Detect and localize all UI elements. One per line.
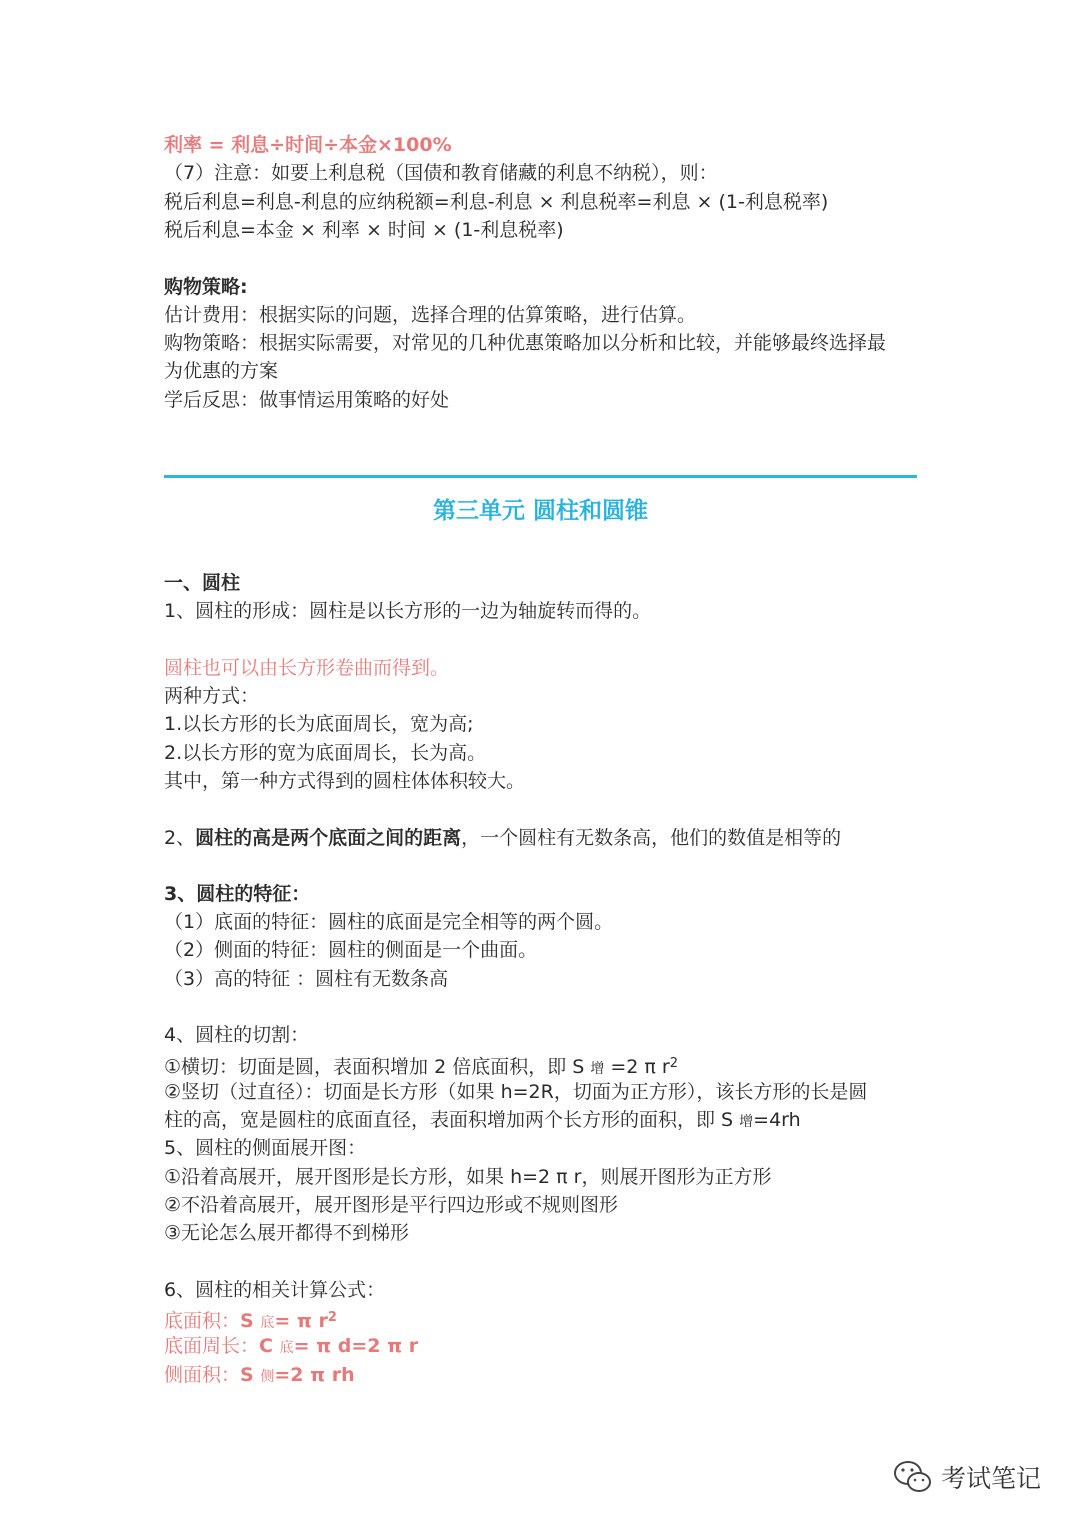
feature-base: （1）底面的特征：圆柱的底面是完全相等的两个圆。 bbox=[164, 911, 614, 933]
interest-tax-note: （7）注意：如要上利息税（国债和教育储藏的利息不纳税），则： bbox=[164, 162, 718, 184]
formulas-heading: 6、圆柱的相关计算公式： bbox=[164, 1279, 386, 1301]
f-circ-label: 底面周长： bbox=[164, 1335, 260, 1357]
shopping-strategy-line1: 购物策略：根据实际需要，对常见的几种优惠策略加以分析和比较，并能够最终选择最 bbox=[164, 332, 887, 354]
cylinder-roll-note: 圆柱也可以由长方形卷曲而得到。 bbox=[164, 657, 450, 679]
cut2-post: =4rh bbox=[753, 1109, 801, 1131]
item2-prefix: 2、 bbox=[164, 827, 196, 849]
f-side-s: S bbox=[240, 1364, 261, 1386]
cylinder-height-item bbox=[164, 824, 924, 852]
section-divider bbox=[164, 475, 917, 478]
f-side-label: 侧面积： bbox=[164, 1364, 241, 1386]
cylinder-section-heading: 一、圆柱 bbox=[164, 572, 241, 594]
f-area-s: S bbox=[240, 1310, 261, 1332]
formula-side-area bbox=[164, 1361, 924, 1391]
item2-rest: ，一个圆柱有无数条高，他们的数值是相等的 bbox=[461, 827, 842, 849]
cut1-pre: ①横切：切面是圆，表面积增加 2 倍底面积，即 S bbox=[164, 1056, 591, 1078]
f-area-sup: 2 bbox=[327, 1310, 337, 1325]
watermark bbox=[893, 1455, 1041, 1499]
way-1: 1.以长方形的长为底面周长，宽为高; bbox=[164, 713, 474, 735]
cut1-mid: =2 π r bbox=[604, 1056, 670, 1078]
f-area-sub: 底 bbox=[260, 1315, 275, 1331]
unfold-3: ③无论怎么展开都得不到梯形 bbox=[164, 1222, 410, 1244]
way-2: 2.以长方形的宽为底面周长，长为高。 bbox=[164, 742, 487, 764]
f-area-label: 底面积： bbox=[164, 1310, 241, 1332]
after-tax-formula-1: 税后利息=利息-利息的应纳税额=利息-利息 × 利息税率=利息 × (1-利息税率) bbox=[164, 191, 829, 213]
two-ways-heading: 两种方式： bbox=[164, 685, 260, 707]
after-tax-formula-2: 税后利息=本金 × 利率 × 时间 × (1-利息税率) bbox=[164, 219, 564, 241]
unfold-2: ②不沿着高展开，展开图形是平行四边形或不规则图形 bbox=[164, 1194, 619, 1216]
shopping-strategy-line2: 为优惠的方案 bbox=[164, 360, 279, 382]
interest-rate-formula: 利率 = 利息÷时间÷本金×100% bbox=[164, 134, 452, 156]
feature-side: （2）侧面的特征：圆柱的侧面是一个曲面。 bbox=[164, 939, 538, 961]
cut2-pre: 柱的高，宽是圆柱的底面直径，表面积增加两个长方形的面积，即 S bbox=[164, 1109, 740, 1131]
shopping-estimate: 估计费用：根据实际的问题，选择合理的估算策略，进行估算。 bbox=[164, 304, 697, 326]
f-circ-c: C bbox=[259, 1335, 280, 1357]
unfold-heading: 5、圆柱的侧面展开图： bbox=[164, 1137, 367, 1159]
cut1-sub: 增 bbox=[590, 1061, 605, 1077]
features-heading: 3、圆柱的特征： bbox=[164, 883, 311, 905]
feature-height: （3）高的特征 ：圆柱有无数条高 bbox=[164, 968, 449, 990]
f-side-val: =2 π rh bbox=[274, 1364, 355, 1386]
shopping-heading: 购物策略: bbox=[164, 276, 248, 298]
unit-title: 第三单元 圆柱和圆锥 bbox=[432, 498, 648, 524]
cutting-heading: 4、圆柱的切割： bbox=[164, 1024, 310, 1046]
way-compare: 其中，第一种方式得到的圆柱体体积较大。 bbox=[164, 770, 526, 792]
cylinder-formation: 1、圆柱的形成：圆柱是以长方形的一边为轴旋转而得的。 bbox=[164, 600, 652, 622]
f-area-val: = π r bbox=[274, 1310, 328, 1332]
wechat-icon bbox=[893, 1459, 933, 1495]
f-side-sub: 侧 bbox=[260, 1369, 275, 1385]
watermark-text: 考试笔记 bbox=[941, 1464, 1042, 1493]
cut-vertical-line1: ②竖切（过直径）：切面是长方形（如果 h=2R，切面为正方形），该长方形的长是圆 bbox=[164, 1081, 868, 1103]
cut1-sup: 2 bbox=[669, 1056, 679, 1071]
f-circ-val: = π d=2 π r bbox=[293, 1335, 419, 1357]
cut2-sub: 增 bbox=[739, 1114, 754, 1130]
shopping-reflection: 学后反思：做事情运用策略的好处 bbox=[164, 389, 450, 411]
f-circ-sub: 底 bbox=[279, 1340, 294, 1356]
formula-base-circumference bbox=[164, 1332, 924, 1362]
item2-bold: 圆柱的高是两个底面之间的距离 bbox=[195, 827, 462, 849]
cut-vertical-line2 bbox=[164, 1106, 924, 1136]
unfold-1: ①沿着高展开，展开图形是长方形，如果 h=2 π r，则展开图形为正方形 bbox=[164, 1166, 772, 1188]
